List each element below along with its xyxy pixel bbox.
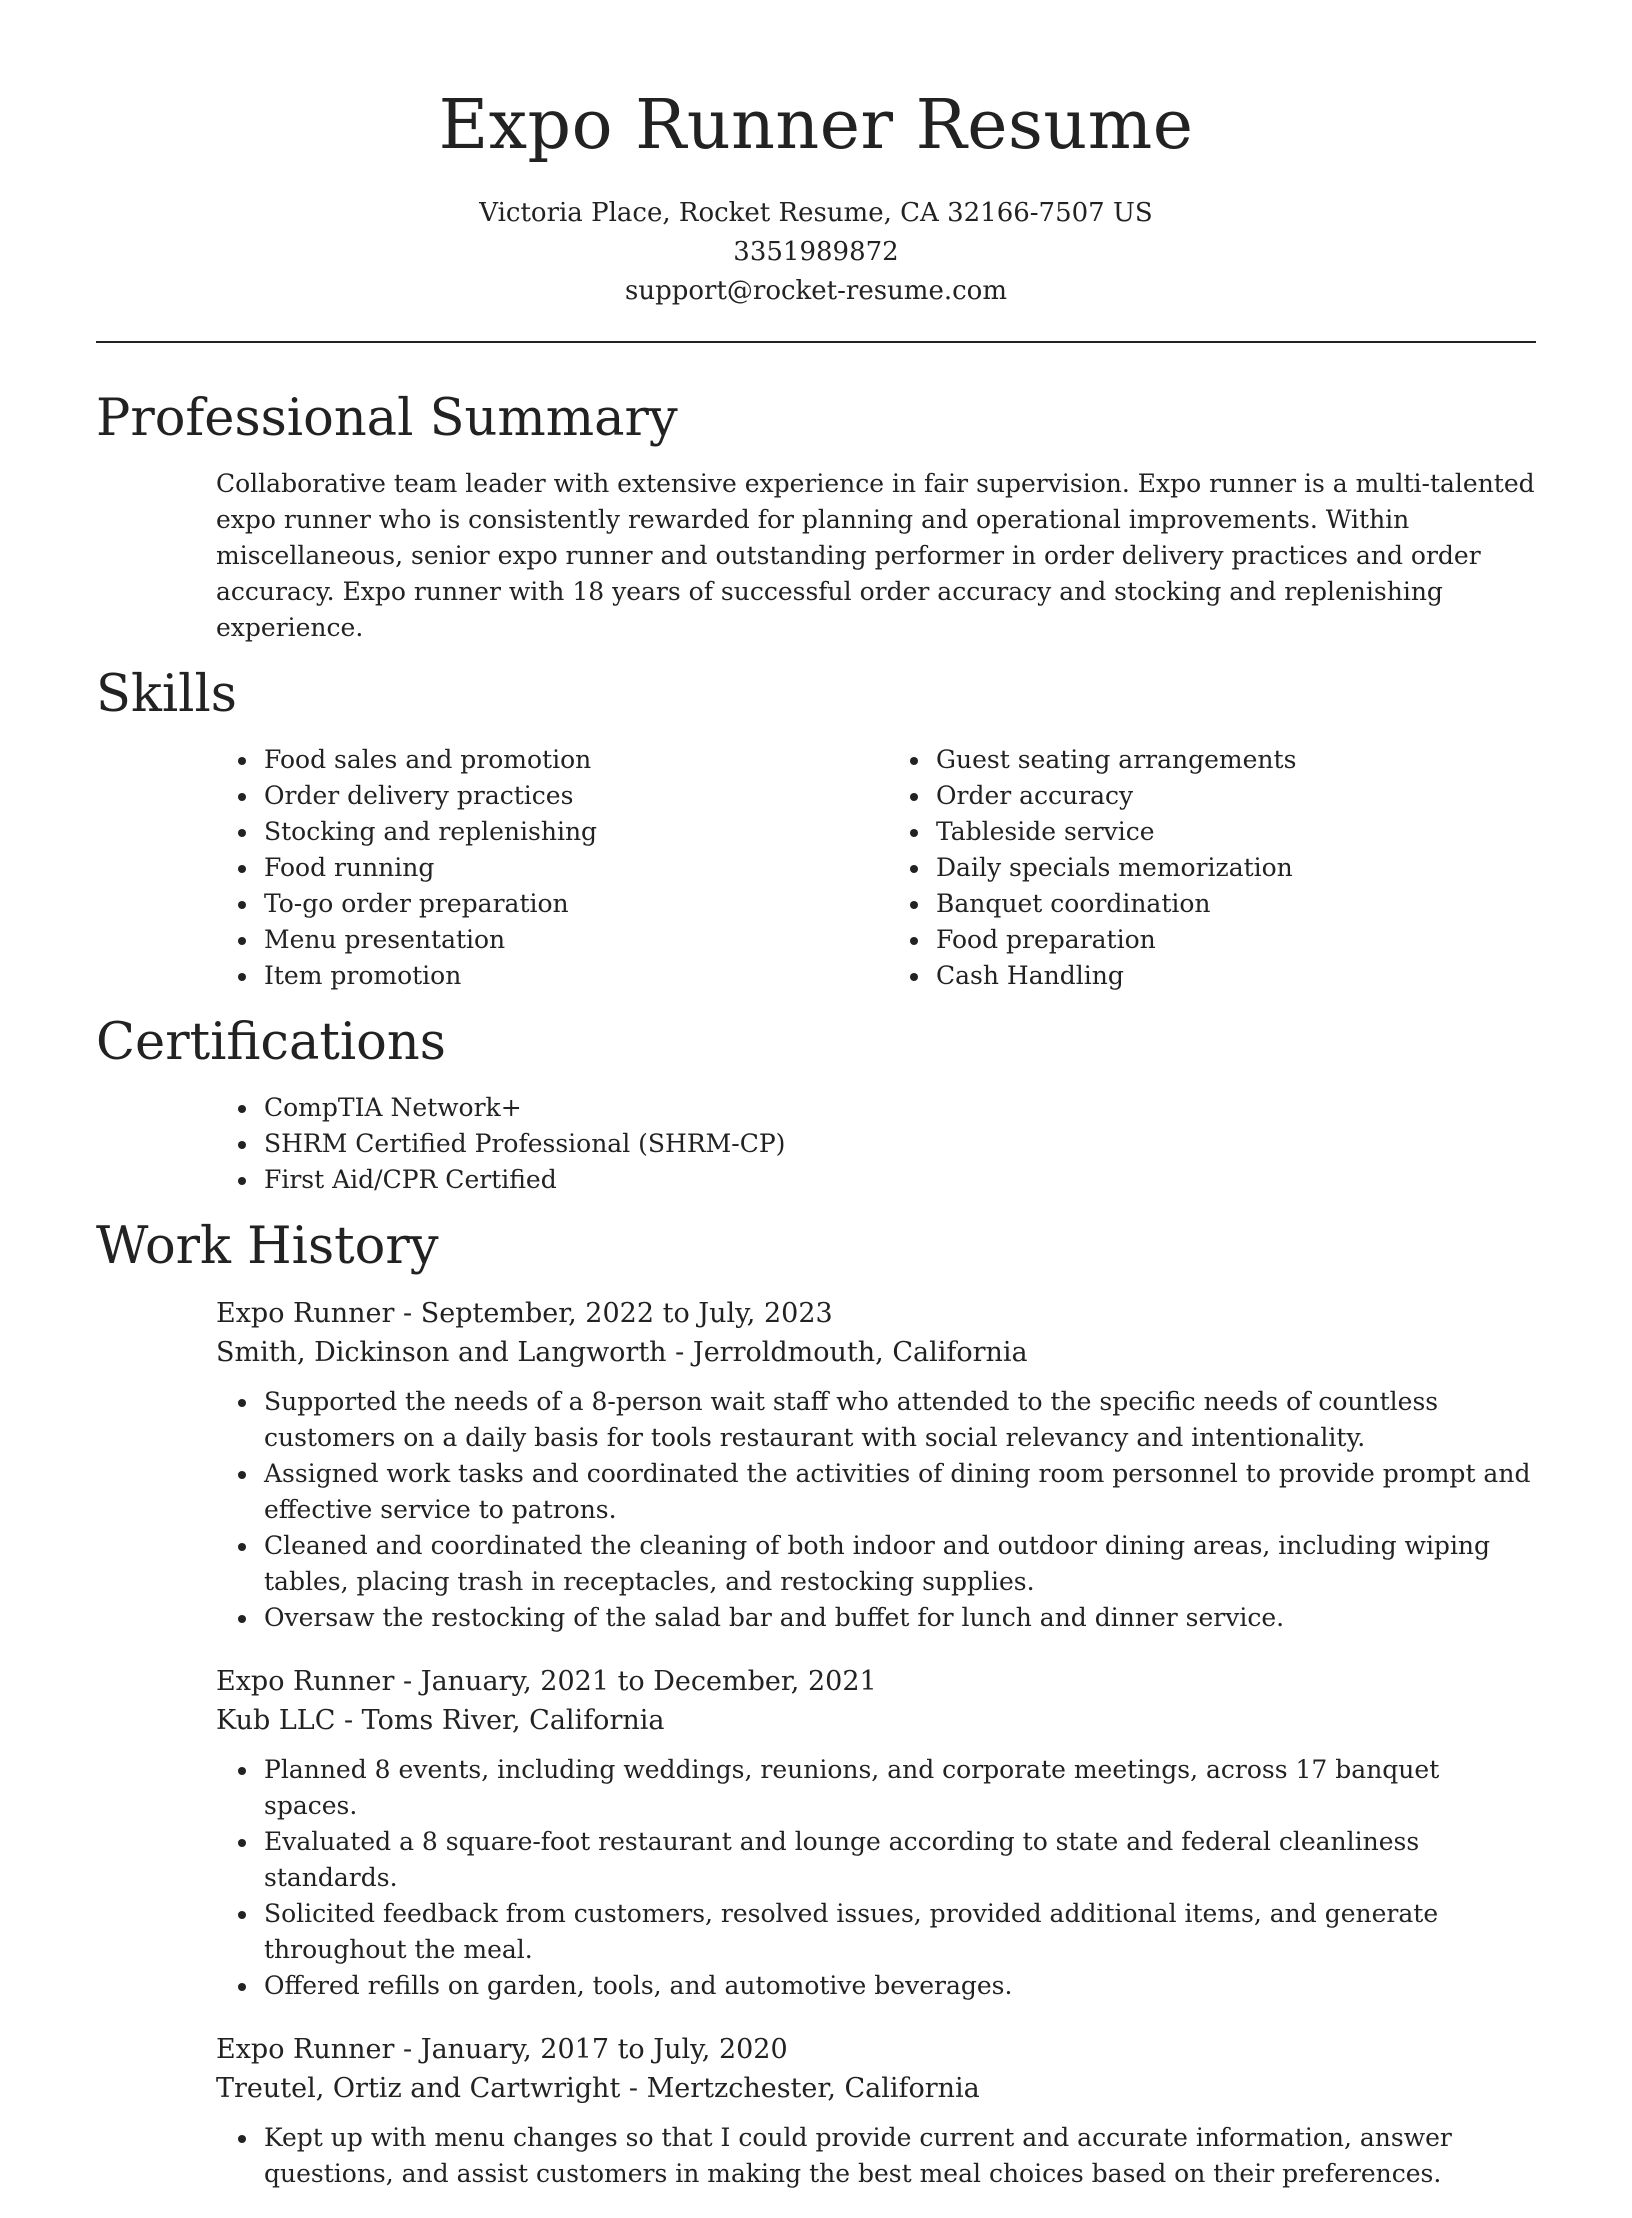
job-bullet: • Supported the needs of a 8-person wait staff who attended to the specific needs of countless customers on a daily basis for tools restaurant with social relevancy and intentionality. xyxy=(260,1384,1536,1456)
job-title-line: Expo Runner - September, 2022 to July, 2023 xyxy=(216,1298,833,1329)
skill-item: • Item promotion xyxy=(260,958,910,994)
job-bullets xyxy=(216,2120,1536,2192)
certification-item: • First Aid/CPR Certified xyxy=(260,1162,1536,1198)
job-title: Expo Runner xyxy=(216,2034,395,2065)
skill-item: • Order accuracy xyxy=(932,778,1582,814)
skill-item: • To-go order preparation xyxy=(260,886,910,922)
header-divider xyxy=(96,341,1536,343)
job-bullet: • Assigned work tasks and coordinated the activities of dining room personnel to provide prompt and effective service to patrons. xyxy=(260,1456,1536,1528)
skill-item: • Guest seating arrangements xyxy=(932,742,1582,778)
job-bullet: • Kept up with menu changes so that I could provide current and accurate information, answer questions, and assist customers in making the best meal choices based on their preferences. xyxy=(260,2120,1536,2192)
summary-section xyxy=(96,386,1536,646)
work-history-heading: Work History xyxy=(96,1217,439,1276)
certification-item: • SHRM Certified Professional (SHRM-CP) xyxy=(260,1126,1536,1162)
resume-header xyxy=(0,0,1632,311)
skill-item: • Stocking and replenishing xyxy=(260,814,910,850)
phone-number: 3351989872 xyxy=(733,237,899,267)
skills-list-right xyxy=(910,742,1582,994)
certification-item: • CompTIA Network+ xyxy=(260,1090,1536,1126)
job-location: Toms River, California xyxy=(361,1705,665,1736)
skill-item: • Menu presentation xyxy=(260,922,910,958)
contact-block xyxy=(0,194,1632,311)
certifications-heading: Certifications xyxy=(96,1013,446,1072)
skills-heading: Skills xyxy=(96,665,237,724)
email-address: support@rocket-resume.com xyxy=(624,276,1007,306)
job-bullet: • Oversaw the restocking of the salad bar and buffet for lunch and dinner service. xyxy=(260,1600,1536,1636)
job-dates: January, 2021 to December, 2021 xyxy=(420,1666,877,1697)
job-company-line: Treutel, Ortiz and Cartwright - Mertzchester, California xyxy=(216,2073,980,2104)
skills-columns xyxy=(96,742,1536,994)
job-bullet: • Offered refills on garden, tools, and automotive beverages. xyxy=(260,1968,1536,2004)
certifications-section xyxy=(96,1010,1536,1198)
summary-heading: Professional Summary xyxy=(96,389,678,448)
skill-item: • Food sales and promotion xyxy=(260,742,910,778)
address: Victoria Place, Rocket Resume, CA 32166-7507 US xyxy=(479,198,1153,228)
skill-item: • Daily specials memorization xyxy=(932,850,1582,886)
skill-item: • Food running xyxy=(260,850,910,886)
job-bullets xyxy=(216,1384,1536,1636)
job-entry xyxy=(216,1662,1536,2004)
job-title: Expo Runner xyxy=(216,1666,395,1697)
job-title-line: Expo Runner - January, 2017 to July, 2020 xyxy=(216,2034,788,2065)
job-bullet: • Solicited feedback from customers, resolved issues, provided additional items, and generate throughout the meal. xyxy=(260,1896,1536,1968)
job-title: Expo Runner xyxy=(216,1298,395,1329)
skill-item: • Banquet coordination xyxy=(932,886,1582,922)
job-dates: September, 2022 to July, 2023 xyxy=(420,1298,833,1329)
job-title-line: Expo Runner - January, 2021 to December, 2021 xyxy=(216,1666,877,1697)
resume-title: Expo Runner Resume xyxy=(438,86,1194,165)
job-entry xyxy=(216,1294,1536,1636)
job-entry xyxy=(216,2030,1536,2192)
summary-text: Collaborative team leader with extensive experience in fair supervision. Expo runner is a multi-talented expo runner who is consistently rewarded for planning and operational improvements. Within miscellaneous, senior expo runner and outstanding performer in order delivery practices and order accuracy. Expo runner with 18 years of successful order accuracy and stocking and replenishing experience. xyxy=(216,469,1535,642)
skill-item: • Food preparation xyxy=(932,922,1582,958)
job-location: Mertzchester, California xyxy=(646,2073,980,2104)
certifications-list xyxy=(96,1090,1536,1198)
job-company-line: Kub LLC - Toms River, California xyxy=(216,1705,665,1736)
skills-section xyxy=(96,662,1536,994)
job-bullet: • Evaluated a 8 square-foot restaurant and lounge according to state and federal cleanliness standards. xyxy=(260,1824,1536,1896)
job-bullet: • Cleaned and coordinated the cleaning of both indoor and outdoor dining areas, including wiping tables, placing trash in receptacles, and restocking supplies. xyxy=(260,1528,1536,1600)
job-company: Treutel, Ortiz and Cartwright xyxy=(216,2073,621,2104)
work-history-section xyxy=(96,1214,1536,2192)
skill-item: • Order delivery practices xyxy=(260,778,910,814)
job-bullet: • Planned 8 events, including weddings, reunions, and corporate meetings, across 17 banquet spaces. xyxy=(260,1752,1536,1824)
job-location: Jerroldmouth, California xyxy=(692,1337,1028,1368)
job-company: Kub LLC xyxy=(216,1705,336,1736)
skill-item: • Tableside service xyxy=(932,814,1582,850)
resume-body xyxy=(96,370,1536,2218)
job-company: Smith, Dickinson and Langworth xyxy=(216,1337,667,1368)
job-dates: January, 2017 to July, 2020 xyxy=(420,2034,788,2065)
job-company-line: Smith, Dickinson and Langworth - Jerroldmouth, California xyxy=(216,1337,1028,1368)
skill-item: • Cash Handling xyxy=(932,958,1582,994)
job-bullets xyxy=(216,1752,1536,2004)
skills-list-left xyxy=(96,742,910,994)
